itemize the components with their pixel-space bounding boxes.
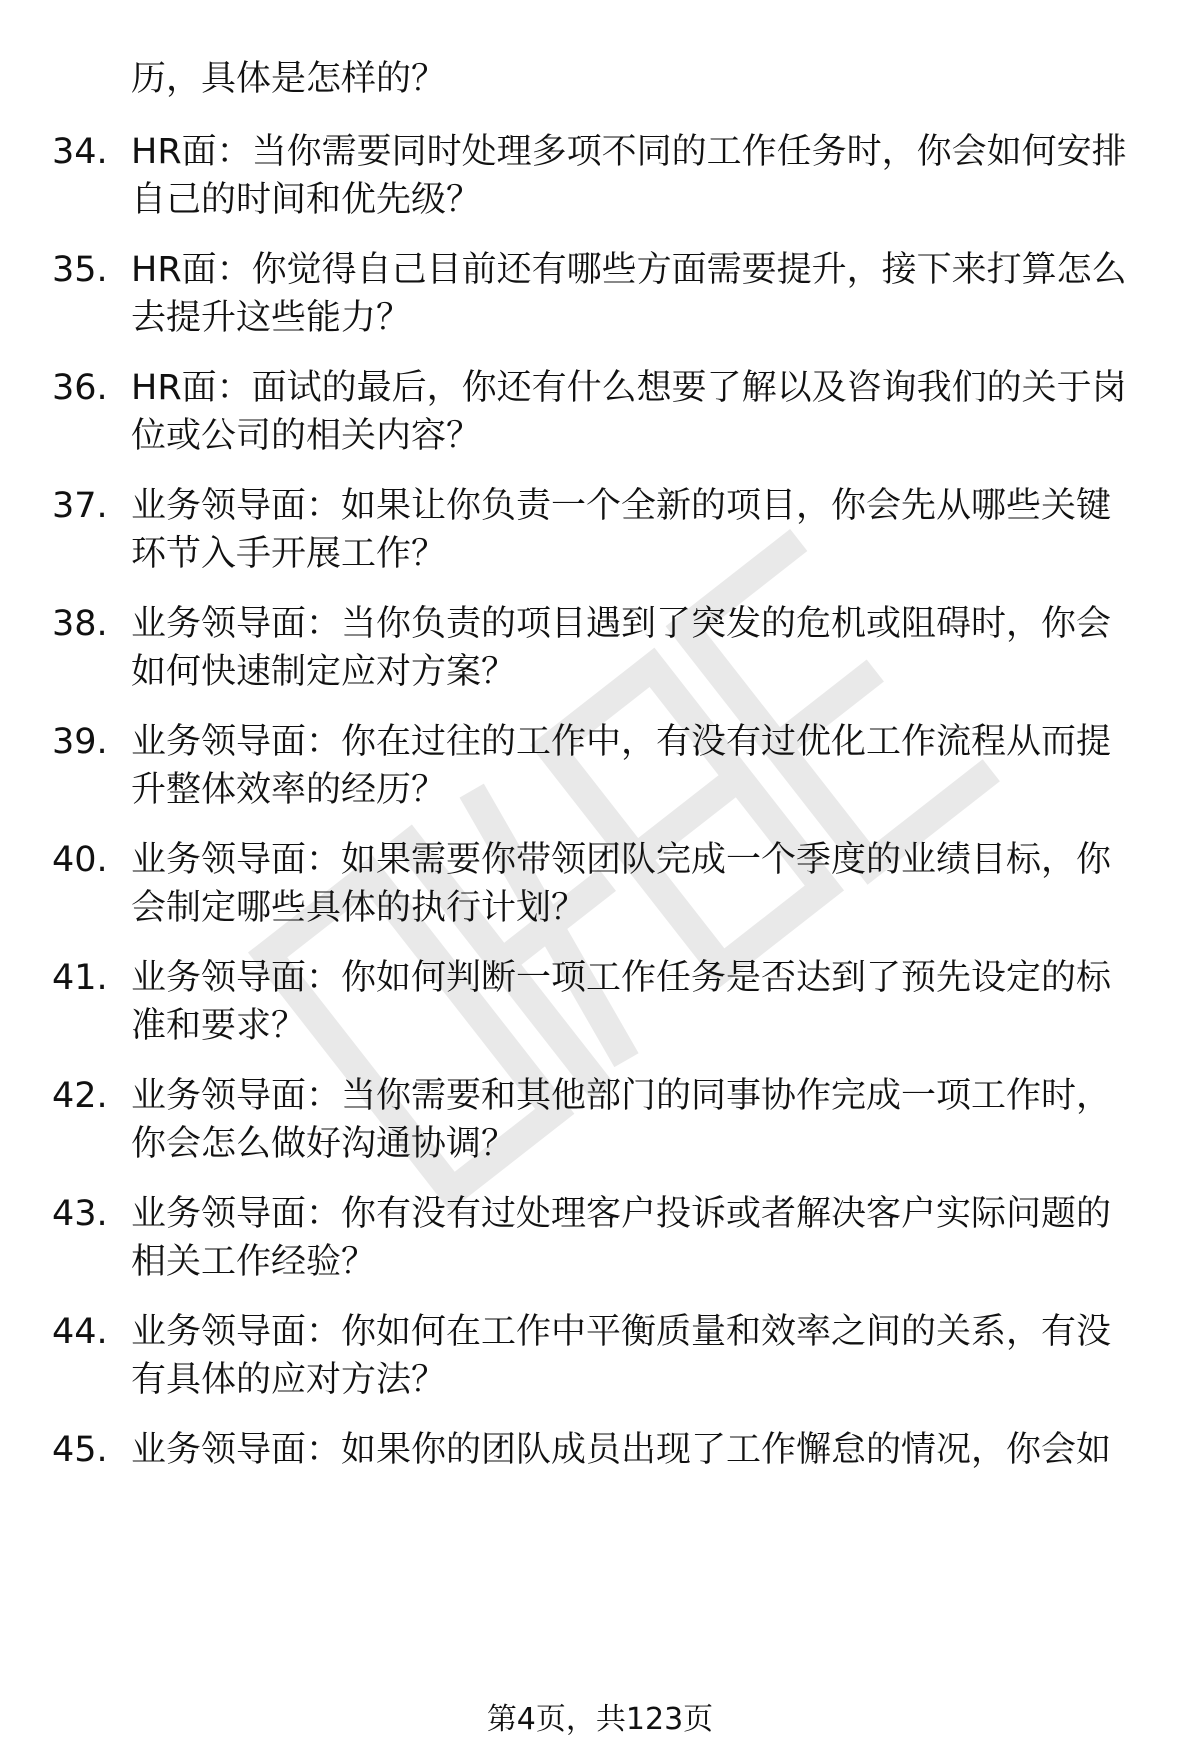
question-number: 44. — [52, 1312, 108, 1352]
question-text: 业务领导面：你如何在工作中平衡质量和效率之间的关系，有没 有具体的应对方法？ — [131, 1312, 1112, 1400]
question-number: 38. — [52, 604, 108, 644]
question-text: HR面：当你需要同时处理多项不同的工作任务时，你会如何安排 自己的时间和优先级？ — [131, 132, 1127, 220]
question-text: HR面：面试的最后，你还有什么想要了解以及咨询我们的关于岗 位或公司的相关内容？ — [131, 368, 1127, 456]
question-text: 业务领导面：如果你的团队成员出现了工作懈怠的情况，你会如 — [131, 1430, 1112, 1470]
question-number: 41. — [52, 958, 108, 998]
question-number: 45. — [52, 1430, 108, 1470]
question-text: HR面：你觉得自己目前还有哪些方面需要提升，接下来打算怎么 去提升这些能力？ — [131, 250, 1127, 338]
question-number: 36. — [52, 368, 108, 408]
question-number: 40. — [52, 840, 108, 880]
question-text: 业务领导面：如果让你负责一个全新的项目，你会先从哪些关键 环节入手开展工作？ — [131, 486, 1112, 574]
question-number: 34. — [52, 132, 108, 172]
question-number: 43. — [52, 1194, 108, 1234]
continued-question-text: 历，具体是怎样的？ — [131, 59, 447, 99]
question-number: 37. — [52, 486, 108, 526]
question-text: 业务领导面：你有没有过处理客户投诉或者解决客户实际问题的 相关工作经验？ — [131, 1194, 1112, 1282]
question-number: 39. — [52, 722, 108, 762]
page-number-footer: 第4页，共123页 — [486, 1702, 714, 1737]
question-number: 35. — [52, 250, 108, 290]
question-text: 业务领导面：当你负责的项目遇到了突发的危机或阻碍时，你会 如何快速制定应对方案？ — [131, 604, 1112, 692]
question-number: 42. — [52, 1076, 108, 1116]
question-text: 业务领导面：你在过往的工作中，有没有过优化工作流程从而提 升整体效率的经历？ — [131, 722, 1112, 810]
question-text: 业务领导面：如果需要你带领团队完成一个季度的业绩目标，你 会制定哪些具体的执行计划？ — [131, 840, 1112, 928]
question-text: 业务领导面：你如何判断一项工作任务是否达到了预先设定的标 准和要求？ — [131, 958, 1112, 1046]
question-text: 业务领导面：当你需要和其他部门的同事协作完成一项工作时， 你会怎么做好沟通协调？ — [131, 1076, 1112, 1164]
